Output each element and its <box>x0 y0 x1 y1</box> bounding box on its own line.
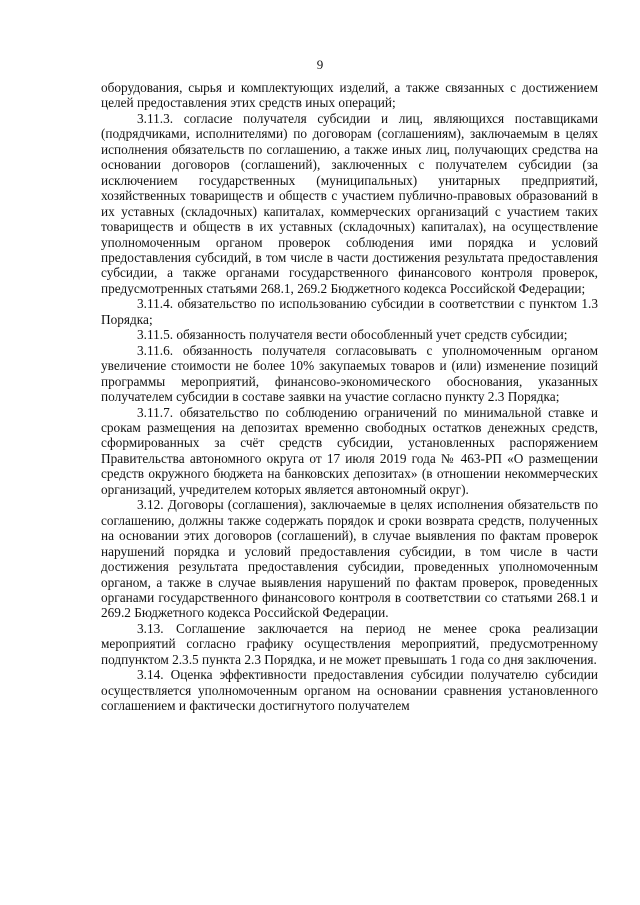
paragraph-continuation: оборудования, сырья и комплектующих изделий, а также связанных с достижением целей предоставления этих средств иных операций; <box>101 80 598 111</box>
page-number: 9 <box>316 57 324 72</box>
paragraph-3-12: 3.12. Договоры (соглашения), заключаемые в целях исполнения обязательств по соглашению, должны также содержать порядок и сроки возврата средств, полученных на основании этих договоров (соглашений), в случае выявления по фактам проверок нарушений порядка и условий предоставления субсидии, в том числе в части достижения результата предоставления субсидии, проведенных уполномоченным органом, а также в случае выявления нарушений по фактам проверок, проведенных органами государственного финансового контроля в соответствии со статьями 268.1 и 269.2 Бюджетного кодекса Российской Федерации. <box>101 497 598 621</box>
paragraph-3-11-5: 3.11.5. обязанность получателя вести обособленный учет средств субсидии; <box>137 327 568 343</box>
paragraph-3-14: 3.14. Оценка эффективности предоставления субсидии получателю субсидии осуществляется уполномоченным органом на основании сравнения установленного соглашением и фактически достигнутого получателем <box>101 667 598 714</box>
paragraph-3-13: 3.13. Соглашение заключается на период не менее срока реализации мероприятий согласно графику осуществления мероприятий, предусмотренному подпунктом 2.3.5 пункта 2.3 Порядка, и не может превышать 1 года со дня заключения. <box>101 620 598 667</box>
paragraph-3-11-7: 3.11.7. обязательство по соблюдению ограничений по минимальной ставке и срокам размещения на депозитах временно свободных остатков денежных средств, сформированных за счёт средств субсидии, установленных распоряжением Правительства автономного округа от 17 июля 2019 года № 463-РП «О размещении средств окружного бюджета на банковских депозитах» (в отношении некоммерческих организаций, учредителем которых является автономный округ). <box>101 404 598 497</box>
paragraph-3-11-4: 3.11.4. обязательство по использованию субсидии в соответствии с пунктом 1.3 Порядка; <box>101 296 598 327</box>
paragraph-3-11-6: 3.11.6. обязанность получателя согласовывать с уполномоченным органом увеличение стоимости не более 10% закупаемых товаров и (или) изменение позиций программы мероприятий, финансово-экономического обоснования, указанных получателем субсидии в составе заявки на участие согласно пункту 2.3 Порядка; <box>101 342 598 405</box>
paragraph-3-11-3: 3.11.3. согласие получателя субсидии и лиц, являющихся поставщиками (подрядчиками, исполнителями) по договорам (соглашениям), заключаемым в целях исполнения обязательств по соглашению, а также иных лиц, получающих средства на основании договоров (соглашений), заключенных с получателем субсидии (за исключением государственных (муниципальных) унитарных предприятий, хозяйственных товариществ и обществ с участием публично-правовых образований в их уставных (складочных) капиталах, коммерческих организаций с участием таких товариществ и обществ в их уставных (складочных) капиталах), на осуществление уполномоченным органом проверок соблюдения ими порядка и условий предоставления субсидий, в том числе в части достижения результата предоставления субсидии, а также органами государственного финансового контроля проверок, предусмотренных статьями 268.1, 269.2 Бюджетного кодекса Российской Федерации; <box>101 110 598 296</box>
document-body <box>101 80 598 714</box>
